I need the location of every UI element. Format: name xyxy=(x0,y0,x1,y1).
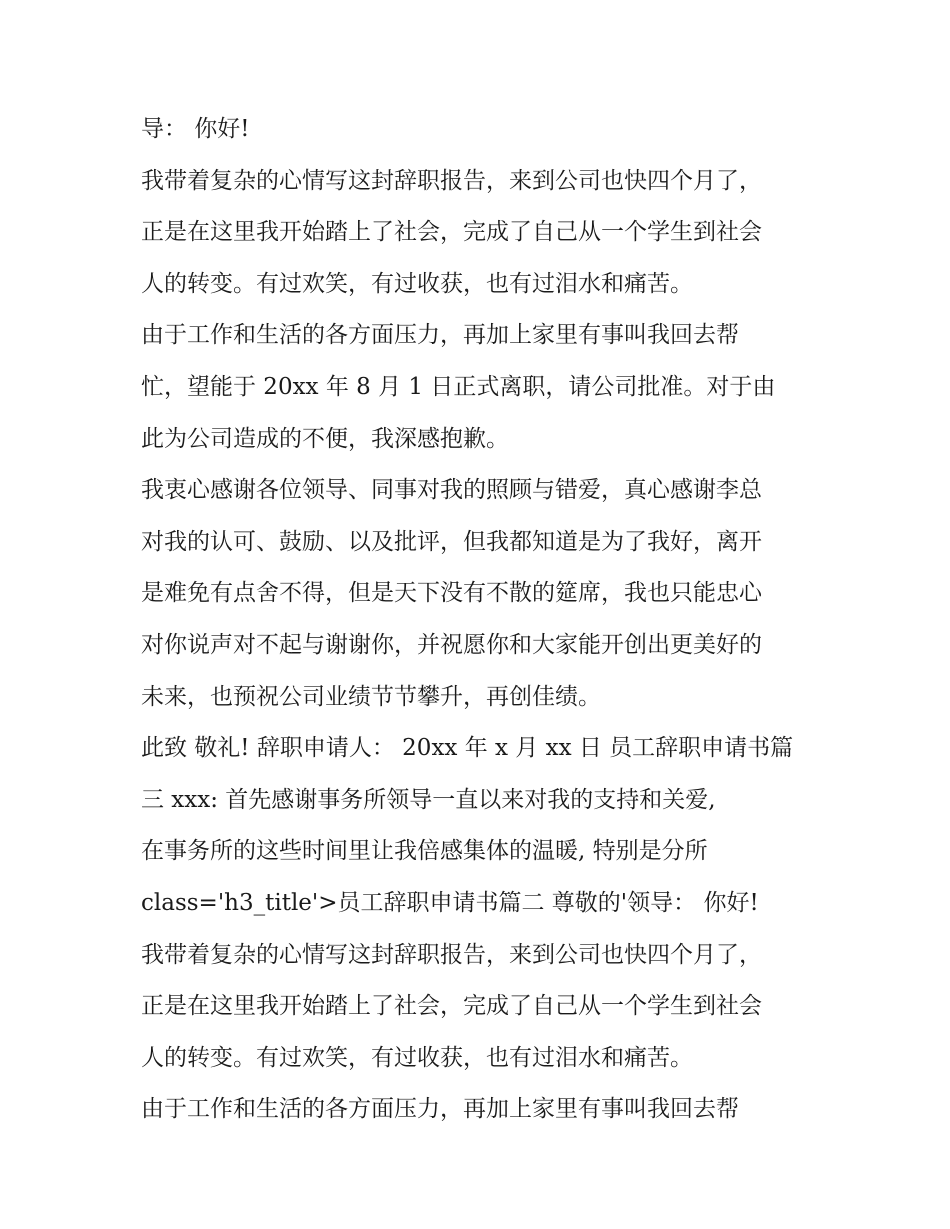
text-line: 由于工作和生活的各方面压力，再加上家里有事叫我回去帮 xyxy=(141,322,739,349)
text-line: 此致 敬礼! 辞职申请人： 20xx 年 x 月 xx 日 员工辞职申请书篇 xyxy=(141,735,794,762)
text-line: 我带着复杂的心情写这封辞职报告，来到公司也快四个月了， xyxy=(141,941,762,968)
text-line: 在事务所的这些时间里让我倍感集体的温暖, 特别是分所 xyxy=(141,838,708,865)
text-line: 忙，望能于 20xx 年 8 月 1 日正式离职，请公司批准。对于由 xyxy=(141,373,776,400)
text-line: 正是在这里我开始踏上了社会，完成了自己从一个学生到社会 xyxy=(141,993,762,1020)
text-line: 对你说声对不起与谢谢你，并祝愿你和大家能开创出更美好的 xyxy=(141,631,762,658)
text-line: 未来，也预祝公司业绩节节攀升，再创佳绩。 xyxy=(141,683,601,710)
text-line: class='h3_title'>员工辞职申请书篇二 尊敬的'领导： 你好! xyxy=(141,889,759,916)
text-line: 此为公司造成的不便，我深感抱歉。 xyxy=(141,425,509,452)
text-line: 三 xxx: 首先感谢事务所领导一直以来对我的支持和关爱, xyxy=(141,786,716,813)
text-line: 导： 你好! xyxy=(141,116,250,142)
text-line: 我带着复杂的心情写这封辞职报告，来到公司也快四个月了， xyxy=(141,167,762,194)
text-line: 正是在这里我开始踏上了社会，完成了自己从一个学生到社会 xyxy=(141,219,762,246)
document-body xyxy=(141,104,821,1136)
text-line: 对我的认可、鼓励、以及批评，但我都知道是为了我好，离开 xyxy=(141,528,762,555)
text-line: 是难免有点舍不得，但是天下没有不散的筵席，我也只能忠心 xyxy=(141,580,762,607)
text-line: 我衷心感谢各位领导、同事对我的照顾与错爱，真心感谢李总 xyxy=(141,477,762,504)
text-line: 由于工作和生活的各方面压力，再加上家里有事叫我回去帮 xyxy=(141,1096,739,1123)
text-line: 人的转变。有过欢笑，有过收获，也有过泪水和痛苦。 xyxy=(141,270,693,297)
text-line: 人的转变。有过欢笑，有过收获，也有过泪水和痛苦。 xyxy=(141,1044,693,1071)
